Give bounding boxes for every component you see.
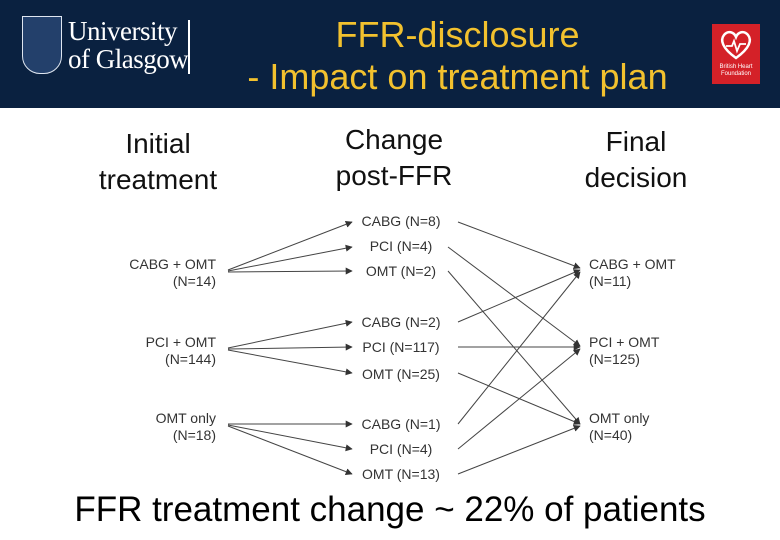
change-item: PCI (N=4) xyxy=(369,238,433,254)
arrow-line xyxy=(458,270,580,322)
arrow-line xyxy=(458,272,580,424)
university-name-line1: University xyxy=(68,16,177,46)
change-item: PCI (N=4) xyxy=(369,441,433,457)
final-group-count: (N=125) xyxy=(589,351,640,367)
change-item: OMT (N=25) xyxy=(362,366,440,382)
column-heading-initial-line2: treatment xyxy=(98,164,218,195)
arrow-line xyxy=(228,347,352,349)
change-item: OMT (N=2) xyxy=(365,263,437,279)
arrow-line xyxy=(458,222,580,268)
initial-group-label: CABG + OMT xyxy=(129,256,216,272)
final-group-cabg xyxy=(589,256,709,290)
initial-group-label: PCI + OMT xyxy=(145,334,216,350)
initial-group-count: (N=144) xyxy=(165,351,216,367)
final-group-pci xyxy=(589,334,709,368)
initial-group-pci xyxy=(88,334,216,368)
change-item: CABG (N=8) xyxy=(361,213,441,229)
bhf-text: British Heart Foundation xyxy=(719,64,753,77)
change-item: CABG (N=2) xyxy=(361,314,441,330)
column-heading-initial-line1: Initial xyxy=(125,128,191,159)
column-heading-final-line1: Final xyxy=(605,126,667,157)
change-item: PCI (N=117) xyxy=(362,339,440,355)
final-group-omt xyxy=(589,410,709,444)
arrow-line xyxy=(228,222,352,270)
arrow-line xyxy=(228,247,352,271)
column-heading-final-line2: decision xyxy=(584,162,688,193)
final-group-count: (N=11) xyxy=(589,273,632,289)
change-item: CABG (N=1) xyxy=(361,416,441,432)
column-heading-change-line2: post-FFR xyxy=(335,160,453,191)
initial-group-label: OMT only xyxy=(155,410,216,426)
initial-group-cabg xyxy=(88,256,216,290)
column-heading-change-line1: Change xyxy=(344,124,444,155)
summary-statement: FFR treatment change ~ 22% of patients xyxy=(74,490,706,529)
slide-title-line1: FFR-disclosure xyxy=(335,14,580,55)
final-group-label: CABG + OMT xyxy=(589,256,676,272)
university-name-line2: of Glasgow xyxy=(68,44,189,74)
initial-group-count: (N=14) xyxy=(172,273,216,289)
arrow-line xyxy=(228,271,352,272)
change-item: OMT (N=13) xyxy=(362,466,440,482)
final-group-label: PCI + OMT xyxy=(589,334,660,350)
arrow-line xyxy=(458,426,580,474)
arrow-line xyxy=(228,350,352,373)
arrow-line xyxy=(458,349,580,449)
final-group-label: OMT only xyxy=(589,410,650,426)
slide-title-line2: - Impact on treatment plan xyxy=(247,56,668,97)
initial-group-omt xyxy=(88,410,216,444)
arrow-line xyxy=(228,426,352,474)
final-group-count: (N=40) xyxy=(589,427,633,443)
initial-group-count: (N=18) xyxy=(172,427,216,443)
arrow-line xyxy=(228,425,352,449)
arrow-line xyxy=(228,322,352,348)
